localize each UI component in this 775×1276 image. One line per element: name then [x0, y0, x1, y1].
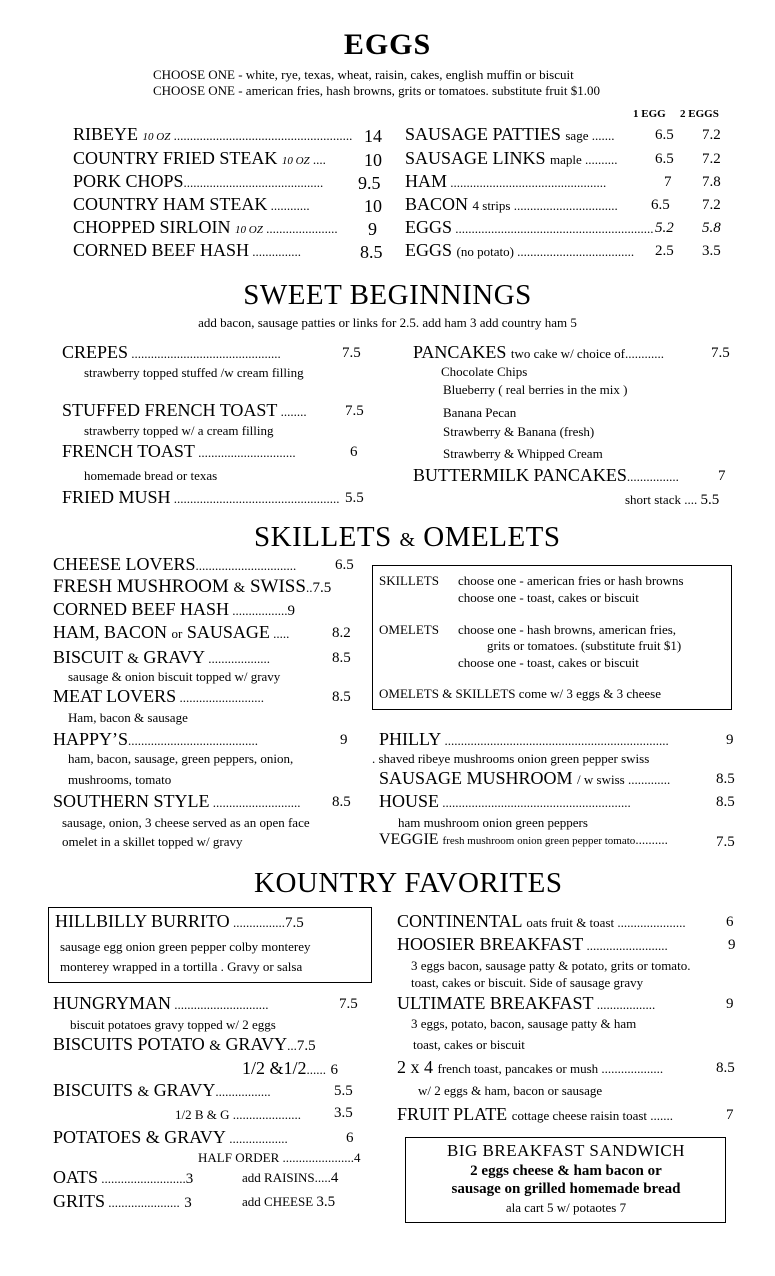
menu-item-fried-mush: FRIED MUSH ...................................................	[62, 487, 340, 507]
price: 3.5	[334, 1105, 353, 1121]
menu-item-pancakes: PANCAKES two cake w/ choice of............	[413, 342, 664, 362]
box-line: OMELETS & SKILLETS come w/ 3 eggs & 3 cheese	[379, 686, 661, 701]
menu-item-crepes: CREPES ..............................................	[62, 342, 281, 362]
price: 8.5	[332, 650, 351, 666]
pancake-flavor: Strawberry & Whipped Cream	[443, 446, 603, 461]
price: 6.5	[335, 557, 354, 573]
box-line: choose one - toast, cakes or biscuit	[458, 590, 639, 605]
menu-item-house: HOUSE ..........................................................	[379, 791, 631, 811]
price: 7.5	[711, 345, 730, 361]
eggs-choose-side: CHOOSE ONE - american fries, hash browns, grits or tomatoes. substitute fruit $1.00	[153, 83, 600, 98]
price: 5.5	[334, 1083, 353, 1099]
sweet-addons: add bacon, sausage patties or links for 2.5. add ham 3 add country ham 5	[198, 315, 577, 330]
sandwich-desc: sausage on grilled homemade bread	[451, 1181, 681, 1197]
menu-item-grits: GRITS ...................... 3	[53, 1191, 192, 1211]
eggs-col-1egg: 1 EGG	[633, 108, 666, 120]
price: 8.5	[332, 794, 351, 810]
price: 8.5	[716, 794, 735, 810]
menu-item-half-bg: 1/2 B & G .....................	[175, 1107, 302, 1122]
item-description: omelet in a skillet topped w/ gravy	[62, 834, 243, 849]
menu-item-continental: CONTINENTAL oats fruit & toast .....................	[397, 911, 686, 931]
omelets-label: OMELETS	[379, 622, 439, 637]
menu-item-pork-chops: PORK CHOPS...........................................	[73, 171, 324, 191]
price: 5.5	[345, 490, 364, 506]
item-description: sausage egg onion green pepper colby monterey	[60, 939, 311, 954]
box-line: choose one - american fries or hash browns	[458, 573, 684, 588]
pancake-flavor: Strawberry & Banana (fresh)	[443, 424, 595, 439]
menu-item-biscuits-gravy: BISCUITS & GRAVY.................	[53, 1080, 271, 1100]
price-2eggs: 3.5	[702, 243, 721, 259]
box-line: choose one - toast, cakes or biscuit	[458, 655, 639, 670]
menu-item-chopped-sirloin: CHOPPED SIRLOIN 10 OZ ......................	[73, 217, 338, 237]
price: 8.2	[332, 625, 351, 641]
price: 8.5	[716, 1060, 735, 1076]
kountry-title: KOUNTRY FAVORITES	[254, 867, 563, 899]
sweet-title: SWEET BEGINNINGS	[243, 279, 532, 311]
price: 10	[364, 150, 382, 170]
item-description: ham mushroom onion green peppers	[398, 815, 588, 830]
price: 7.5	[716, 834, 735, 850]
menu-item-fruit-plate: FRUIT PLATE cottage cheese raisin toast .......	[397, 1104, 674, 1124]
menu-item-2x4: 2 x 4 french toast, pancakes or mush ...................	[397, 1057, 664, 1077]
price: 9	[726, 996, 734, 1012]
item-description: sausage & onion biscuit topped w/ gravy	[68, 669, 281, 684]
item-description: homemade bread or texas	[84, 468, 218, 483]
price-2eggs: 7.8	[702, 174, 721, 190]
menu-item-sausage-patties: SAUSAGE PATTIES sage .......	[405, 124, 615, 144]
menu-item-potatoes-gravy: POTATOES & GRAVY ..................	[53, 1127, 288, 1147]
menu-item-eggs: EGGS .............................................................	[405, 217, 654, 237]
price: 7.5	[345, 403, 364, 419]
eggs-choose-bread: CHOOSE ONE - white, rye, texas, wheat, raisin, cakes, english muffin or biscuit	[153, 67, 574, 82]
menu-item-mushroom-swiss: FRESH MUSHROOM & SWISS..7.5	[53, 576, 332, 597]
menu-item-biscuit-gravy: BISCUIT & GRAVY ...................	[53, 647, 271, 667]
price: 8.5	[360, 242, 383, 262]
menu-item-buttermilk-pancakes: BUTTERMILK PANCAKES................	[413, 465, 679, 485]
price: 8.5	[332, 689, 351, 705]
item-description: 3 eggs bacon, sausage patty & potato, grits or tomato.	[411, 958, 691, 973]
price-1egg: 2.5	[655, 243, 674, 259]
price-2eggs: 7.2	[702, 197, 721, 213]
box-line: choose one - hash browns, american fries,	[458, 622, 677, 637]
sandwich-title: BIG BREAKFAST SANDWICH	[446, 1141, 685, 1160]
pancake-flavor: Chocolate Chips	[441, 364, 528, 379]
skillets-label: SKILLETS	[379, 573, 439, 588]
price: 9	[728, 937, 736, 953]
price: 9.5	[358, 173, 381, 193]
price-1egg: 6.5	[651, 197, 670, 213]
menu-item-stuffed-french-toast: STUFFED FRENCH TOAST ........	[62, 400, 307, 420]
menu-item-ham: HAM ................................................	[405, 171, 607, 191]
short-stack: short stack .... 5.5	[625, 492, 720, 508]
pancake-flavor: Banana Pecan	[443, 405, 517, 420]
item-description: w/ 2 eggs & ham, bacon or sausage	[418, 1083, 603, 1098]
menu-item-cheese-lovers: CHEESE LOVERS...............................	[53, 554, 297, 574]
price-2eggs: 7.2	[702, 127, 721, 143]
menu-item-half-order: HALF ORDER ......................4	[198, 1150, 361, 1165]
price: 6	[726, 914, 734, 930]
menu-item-bacon: BACON 4 strips ................................	[405, 194, 618, 214]
menu-item-ultimate-breakfast: ULTIMATE BREAKFAST ..................	[397, 993, 656, 1013]
eggs-col-2eggs: 2 EGGS	[680, 108, 719, 120]
price: 10	[364, 196, 382, 216]
menu-item-ham-bacon-sausage: HAM, BACON or SAUSAGE .....	[53, 622, 290, 642]
menu-item-corned-beef-hash: CORNED BEEF HASH ...............	[73, 240, 302, 260]
menu-item-hoosier-breakfast: HOOSIER BREAKFAST .........................	[397, 934, 668, 954]
item-description: monterey wrapped in a tortilla . Gravy or salsa	[60, 959, 303, 974]
item-description: . shaved ribeye mushrooms onion green pepper swiss	[372, 751, 650, 766]
menu-item-meat-lovers: MEAT LOVERS ..........................	[53, 686, 264, 706]
item-description: 3 eggs, potato, bacon, sausage patty & ham	[411, 1016, 637, 1031]
pancake-flavor: Blueberry ( real berries in the mix )	[443, 382, 628, 397]
item-description: toast, cakes or biscuit	[413, 1037, 525, 1052]
price: 6	[350, 444, 358, 460]
menu-item-country-fried-steak: COUNTRY FRIED STEAK 10 OZ ....	[73, 148, 326, 168]
price-1egg: 7	[664, 174, 672, 190]
menu-item-corned-beef-hash: CORNED BEEF HASH .................9	[53, 599, 296, 619]
item-description: Ham, bacon & sausage	[68, 710, 188, 725]
price: 9	[726, 732, 734, 748]
menu-item-sausage-mushroom: SAUSAGE MUSHROOM / w swiss .............	[379, 768, 671, 788]
price: 7.5	[342, 345, 361, 361]
price: 7.5	[339, 996, 358, 1012]
menu-item-sausage-links: SAUSAGE LINKS maple ..........	[405, 148, 618, 168]
price: 7	[726, 1107, 734, 1123]
price: 7	[718, 468, 726, 484]
box-line: grits or tomatoes. (substitute fruit $1)	[487, 638, 682, 653]
add-cheese: add CHEESE 3.5	[242, 1194, 336, 1210]
menu-item-half-and-half: 1/2 &1/2...... 6	[242, 1058, 339, 1078]
price-2eggs: 7.2	[702, 151, 721, 167]
item-description: ham, bacon, sausage, green peppers, onion,	[68, 751, 294, 766]
skillets-title: SKILLETS & OMELETS	[254, 521, 561, 553]
sandwich-desc: 2 eggs cheese & ham bacon or	[470, 1163, 662, 1179]
menu-item-happys: HAPPY’S........................................	[53, 729, 259, 749]
item-description: sausage, onion, 3 cheese served as an open face	[62, 815, 310, 830]
price: 8.5	[716, 771, 735, 787]
item-description: strawberry topped stuffed /w cream filling	[84, 365, 304, 380]
menu-item-biscuits-potato-gravy: BISCUITS POTATO & GRAVY...7.5	[53, 1034, 316, 1054]
menu-item-philly: PHILLY .....................................................................	[379, 729, 669, 749]
menu-item-ribeye: RIBEYE 10 OZ .......................................................	[73, 124, 353, 144]
price: 9	[368, 219, 377, 239]
item-description: toast, cakes or biscuit. Side of sausage gravy	[411, 975, 644, 990]
menu-item-veggie: VEGGIE fresh mushroom onion green pepper tomato..........	[379, 831, 668, 848]
sandwich-price: ala cart 5 w/ potaotes 7	[505, 1200, 627, 1215]
price-1egg: 6.5	[655, 151, 674, 167]
menu-item-country-ham-steak: COUNTRY HAM STEAK ............	[73, 194, 310, 214]
price: 14	[364, 126, 382, 146]
item-description: mushrooms, tomato	[68, 772, 172, 787]
menu-item-hillbilly-burrito: HILLBILLY BURRITO ................7.5	[55, 911, 304, 931]
menu-item-southern-style: SOUTHERN STYLE ...........................	[53, 791, 301, 811]
menu-item-french-toast: FRENCH TOAST ..............................	[62, 441, 296, 461]
price-2eggs: 5.8	[702, 220, 721, 236]
menu-item-hungryman: HUNGRYMAN .............................	[53, 993, 269, 1013]
eggs-title: EGGS	[343, 28, 432, 61]
price: 9	[340, 732, 348, 748]
add-raisins: add RAISINS.....4	[242, 1170, 339, 1186]
item-description: biscuit potatoes gravy topped w/ 2 eggs	[70, 1017, 276, 1032]
price: 6	[346, 1130, 354, 1146]
price-1egg: 5.2	[655, 220, 674, 236]
menu-item-eggs-no-potato: EGGS (no potato) ....................................	[405, 240, 635, 260]
price-1egg: 6.5	[655, 127, 674, 143]
menu-item-oats: OATS ..........................3	[53, 1167, 194, 1187]
item-description: strawberry topped w/ a cream filling	[84, 423, 274, 438]
